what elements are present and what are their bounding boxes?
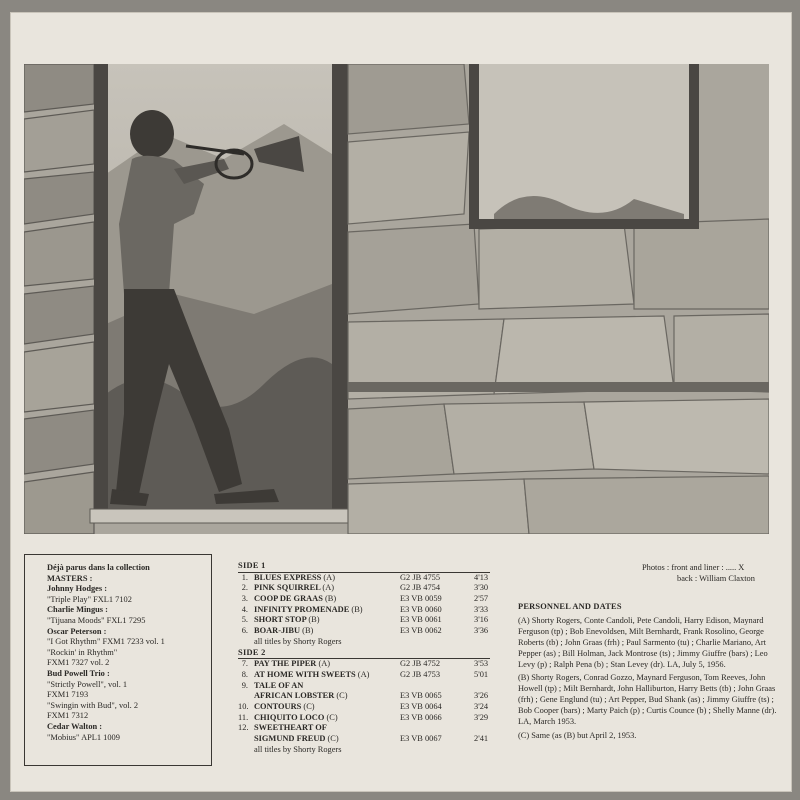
personnel-and-dates [518, 602, 780, 745]
track-catalog: E3 VB 0065 [400, 691, 442, 701]
collection-artist: Cedar Walton : [47, 721, 103, 731]
collection-entry [47, 669, 203, 722]
collection-record: "Swingin with Bud", vol. 2 [47, 700, 139, 710]
track-session: (B) [324, 594, 337, 604]
track-catalog: E3 VB 0061 [400, 615, 442, 625]
personnel-session-c: (C) Same (as (B) but April 2, 1953. [518, 730, 637, 740]
track-title: AT HOME WITH SWEETS [254, 669, 356, 679]
track-title: SHORT STOP [254, 615, 307, 625]
track-title: TALE OF AN [254, 680, 304, 690]
track-number: 8. [241, 669, 248, 679]
track-row [238, 691, 498, 702]
track-title: CHIQUITO LOCO [254, 712, 325, 722]
personnel-session-a: (A) Shorty Rogers, Conte Candoli, Pete Candoli, Harry Edison, Maynard Ferguson (tp) ; Bob Enevoldsen, Milt Bernhardt, Frank Rosolino, George Roberts (tb) ; John Graas (frh) ; Paul Sarmento (tu) ; Charlie Mariano, Art Pepper (as) ; Bill Holman, Jack Montrose (ts) ; Jimmy Giuffre (bars) ; Leo Levy (p) ; Ralph Pena (b) ; Stan Levey (dr). LA, July 5, 1956. [518, 615, 768, 669]
track-duration: 3'16 [474, 615, 489, 625]
track-title: SWEETHEART OF [254, 723, 327, 733]
track-duration: 3'36 [474, 626, 489, 636]
track-catalog: G2 JB 4755 [400, 572, 441, 582]
photo-credit-back: back : William Claxton [677, 573, 755, 583]
photo-illustration [24, 64, 769, 534]
track-title: COOP DE GRAAS [254, 594, 323, 604]
track-title: BOAR-JIBU [254, 626, 301, 636]
track-row [238, 723, 498, 734]
track-session: (A) [323, 572, 335, 582]
collection-entry [47, 722, 203, 743]
track-session: (C) [326, 712, 338, 722]
track-number: 1. [241, 572, 248, 582]
track-session: (C) [327, 734, 339, 744]
track-duration: 3'53 [474, 659, 489, 669]
track-catalog: E3 VB 0060 [400, 604, 442, 614]
collection-record: "Tijuana Moods" FXL1 7295 [47, 615, 146, 625]
track-row [238, 702, 498, 713]
track-title: PINK SQUIRREL [254, 583, 321, 593]
collection-record: "Mobius" APL1 1009 [47, 732, 120, 742]
track-duration: 5'01 [474, 669, 489, 679]
track-number: 12. [238, 723, 249, 733]
collection-record: "Strictly Powell", vol. 1 [47, 679, 128, 689]
track-session: (A) [357, 669, 370, 679]
track-number: 10. [238, 701, 249, 711]
cover-photo-trumpeter [24, 64, 769, 534]
track-duration: 4'13 [474, 572, 489, 582]
photo-credit-front: Photos : front and liner : ..... X [642, 563, 745, 572]
collection-artist: Johnny Hodges : [47, 584, 108, 594]
collection-artist: Bud Powell Trio : [47, 668, 110, 678]
track-title: AFRICAN LOBSTER [254, 691, 335, 701]
track-catalog: E3 VB 0066 [400, 712, 442, 722]
track-duration: 3'24 [474, 701, 489, 711]
collection-record: "Triple Play" FXL1 7102 [47, 594, 132, 604]
tracklist [238, 561, 498, 755]
track-session: (C) [336, 691, 348, 701]
track-session: (C) [303, 701, 315, 711]
track-row [238, 583, 498, 594]
track-number: 5. [241, 615, 248, 625]
collection-entry [47, 605, 203, 626]
track-duration: 3'29 [474, 712, 489, 722]
collection-record: FXM1 7327 vol. 2 [47, 658, 110, 668]
side-2-label: SIDE 2 [238, 647, 266, 657]
track-row [238, 594, 498, 605]
track-session: (B) [308, 615, 320, 625]
track-catalog: E3 VB 0064 [400, 701, 442, 711]
album-back-cover [10, 12, 792, 792]
collection-artist: Charlie Mingus : [47, 605, 108, 615]
track-catalog: E3 VB 0059 [400, 594, 442, 604]
track-row [238, 573, 498, 584]
track-title: INFINITY PROMENADE [254, 604, 350, 614]
side-2-credit: all titles by Shorty Rogers [254, 744, 342, 754]
track-row [238, 605, 498, 616]
track-row [238, 681, 498, 692]
track-title: CONTOURS [254, 701, 302, 711]
track-number: 3. [241, 594, 248, 604]
collection-artist: Oscar Peterson : [47, 626, 107, 636]
side-1-credit: all titles by Shorty Rogers [254, 636, 342, 646]
track-catalog: E3 VB 0067 [400, 734, 442, 744]
collection-entry [47, 584, 203, 605]
track-duration: 3'33 [474, 604, 489, 614]
collection-entry [47, 627, 203, 669]
track-row [238, 734, 498, 745]
track-number: 4. [241, 604, 248, 614]
track-title: BLUES EXPRESS [254, 572, 322, 582]
track-title: PAY THE PIPER [254, 659, 317, 669]
track-title: SIGMUND FREUD [254, 734, 326, 744]
collection-record: "Rockin' in Rhythm" [47, 647, 118, 657]
track-number: 6. [241, 626, 248, 636]
track-catalog: E3 VB 0062 [400, 626, 442, 636]
collection-record: FXM1 7193 [47, 690, 89, 700]
collection-subheading: MASTERS : [47, 573, 93, 583]
track-session: (B) [351, 604, 363, 614]
track-number: 11. [238, 712, 249, 722]
track-catalog: G2 JB 4753 [400, 669, 441, 679]
track-duration: 3'30 [474, 583, 489, 593]
track-session: (A) [322, 583, 335, 593]
personnel-heading: PERSONNEL AND DATES [518, 602, 622, 611]
track-row [238, 670, 498, 681]
track-session: (B) [302, 626, 314, 636]
track-duration: 2'57 [474, 594, 489, 604]
track-row [238, 713, 498, 724]
collection-box [24, 554, 212, 766]
track-duration: 3'26 [474, 691, 489, 701]
track-duration: 2'41 [474, 734, 489, 744]
track-number: 9. [241, 680, 248, 690]
personnel-session-b: (B) Shorty Rogers, Conrad Gozzo, Maynard Ferguson, Tom Reeves, John Howell (tp) ; Milt Bernhardt, John Halliburton, Harry Betts (tb) ; John Graas (frh) ; Gene Englund (tu) ; Art Pepper, Bud Shank (as) ; Jimmy Giuffre (ts) ; Bob Cooper (bars) ; Marty Paich (p) ; Curtis Counce (b) ; Shelly Manne (dr). LA, March 1953. [518, 673, 777, 727]
track-session: (A) [318, 659, 331, 669]
track-number: 2. [241, 583, 248, 593]
side-1-label: SIDE 1 [238, 561, 266, 570]
track-row [238, 626, 498, 637]
collection-record: FXM1 7312 [47, 711, 89, 721]
collection-record: "I Got Rhythm" FXM1 7233 vol. 1 [47, 637, 165, 647]
track-row [238, 659, 498, 670]
track-number: 7. [241, 659, 248, 669]
collection-heading: Déjà parus dans la collection [47, 563, 150, 572]
track-row [238, 615, 498, 626]
photo-credits [642, 563, 792, 584]
track-catalog: G2 JB 4754 [400, 583, 441, 593]
track-catalog: G2 JB 4752 [400, 659, 441, 669]
